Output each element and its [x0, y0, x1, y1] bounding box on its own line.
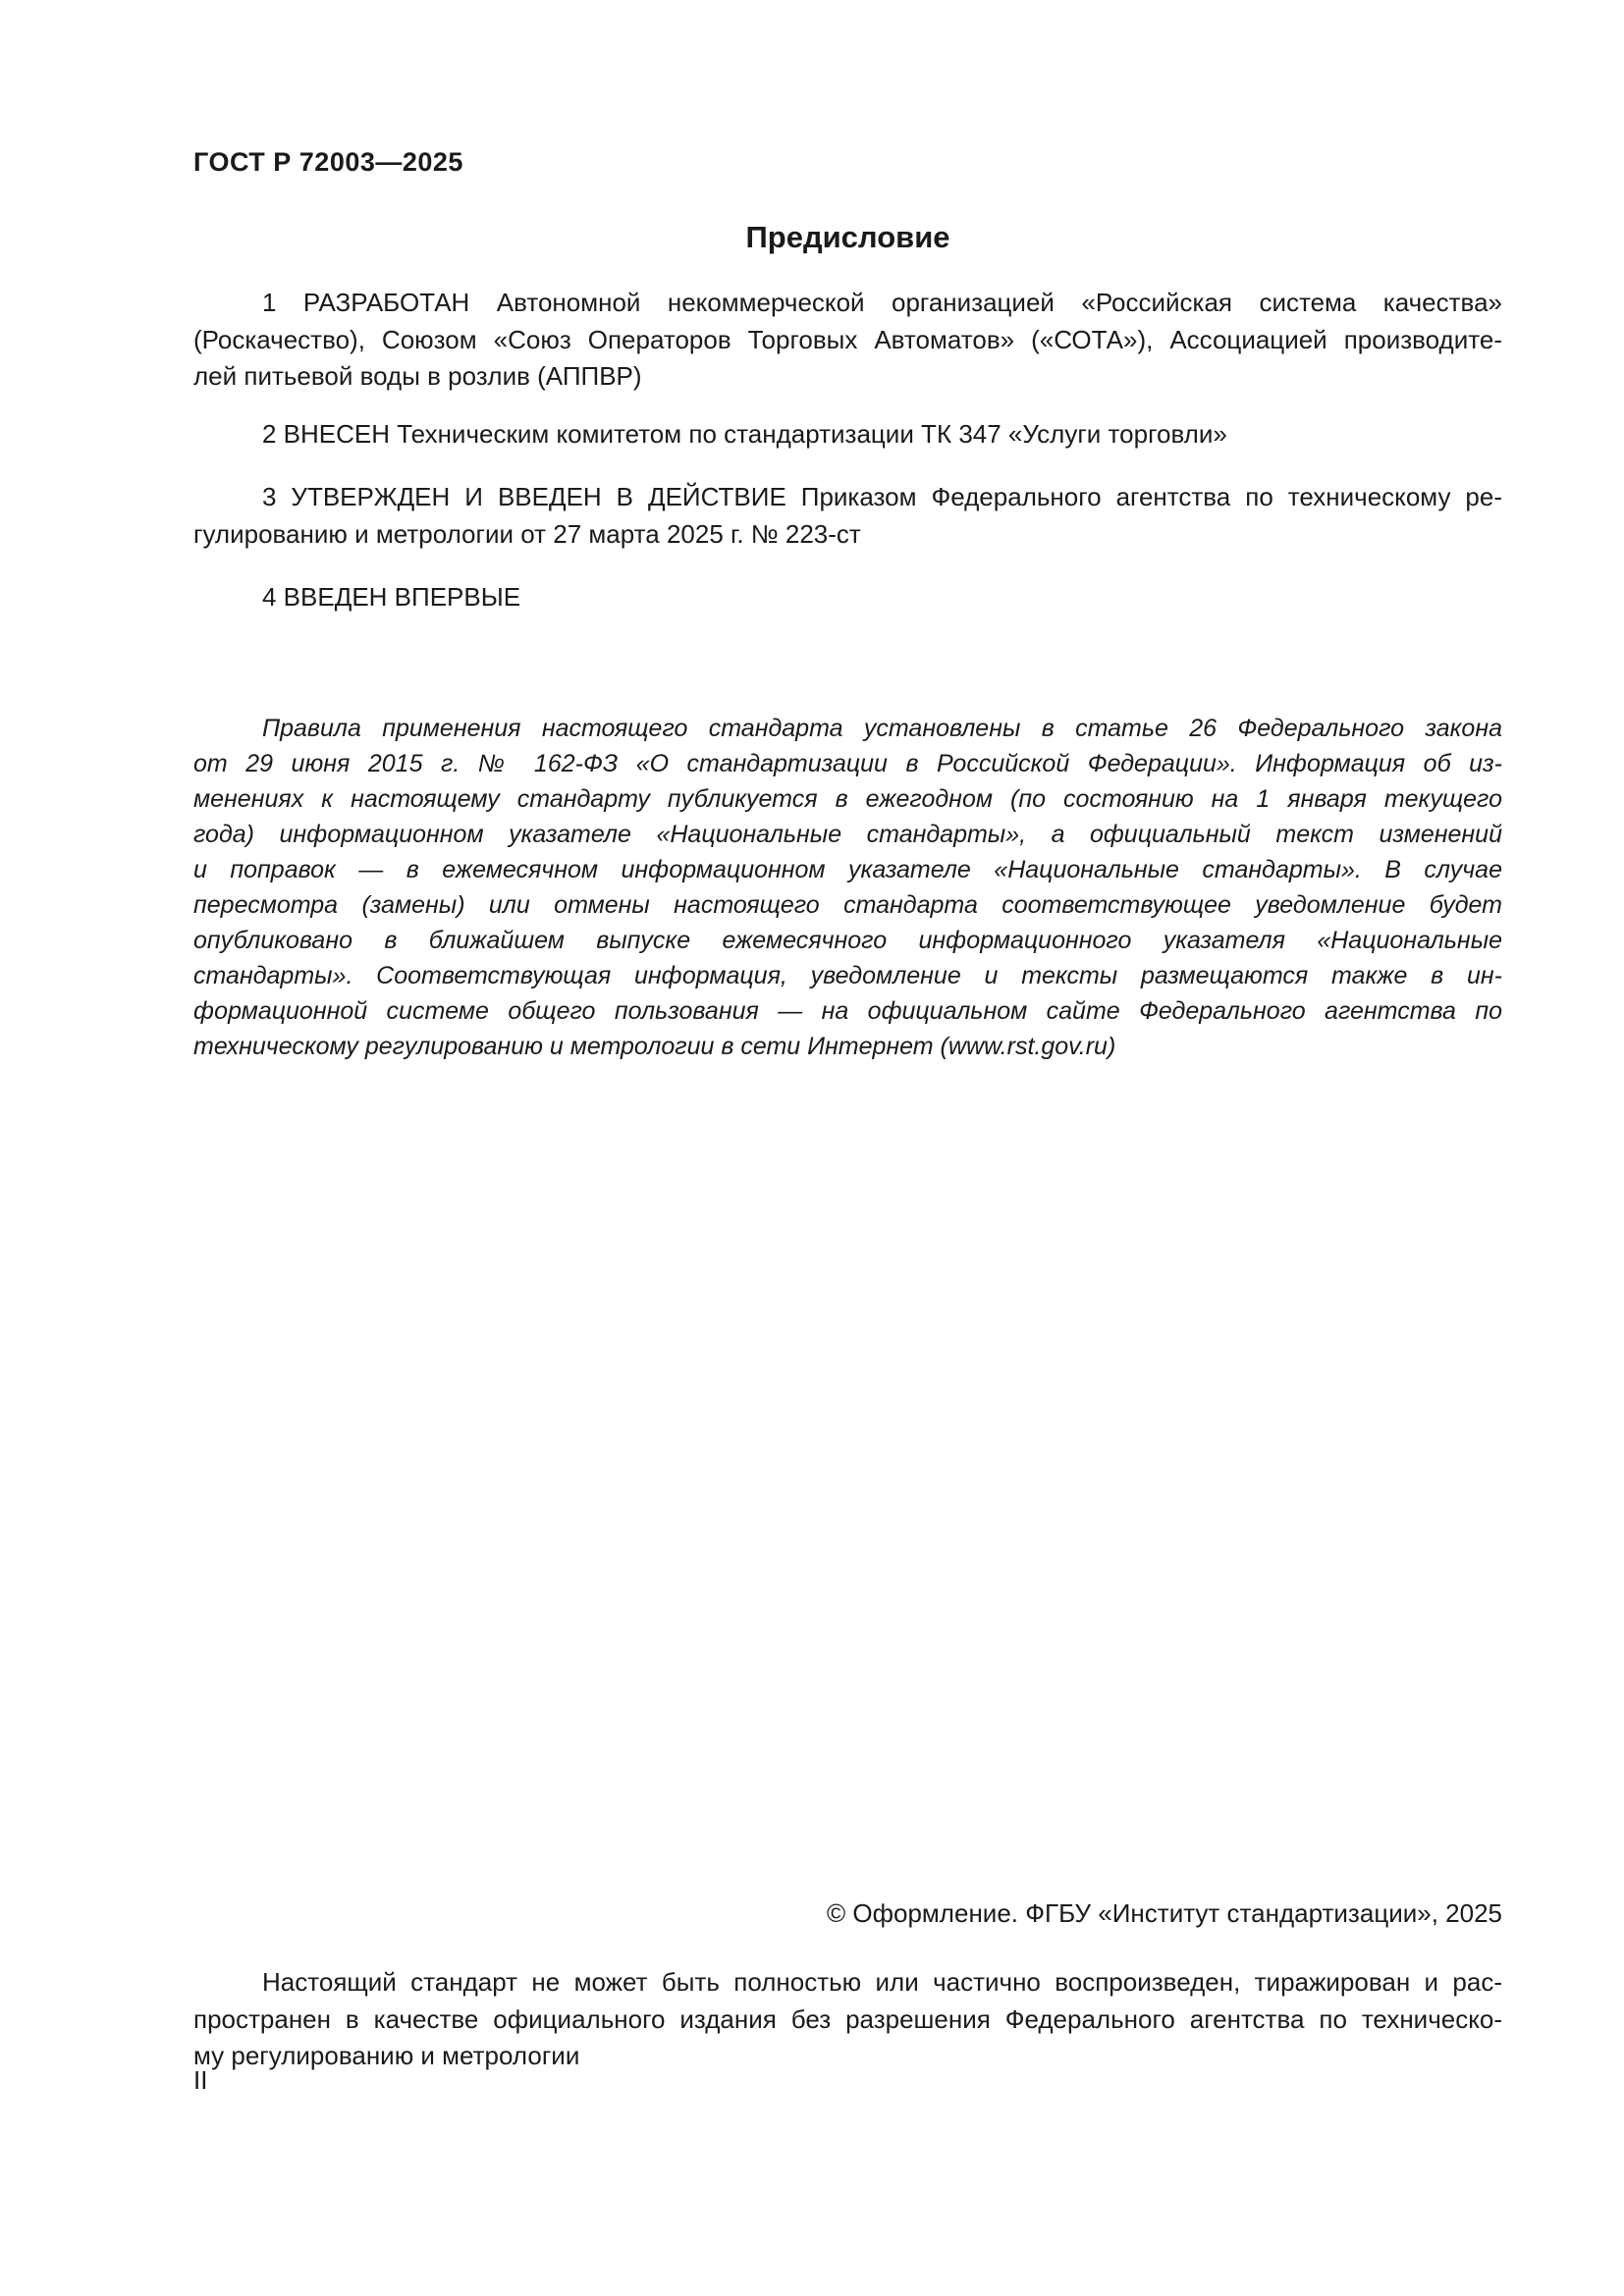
standard-designation: ГОСТ Р 72003—2025	[193, 147, 463, 177]
clause-3-approved	[193, 479, 1502, 553]
clause-4-first-edition	[193, 579, 1502, 616]
text-line: 1 РАЗРАБОТАН Автономной некоммерческой организацией «Российская система качества»	[262, 288, 1502, 317]
page-number: II	[193, 2065, 208, 2095]
legal-notice	[193, 711, 1502, 1064]
text-line: формационной системе общего пользования — на официальном сайте Федерального агентства по	[193, 997, 1502, 1025]
text-line: (Роскачество), Союзом «Союз Операторов Торговых Автоматов» («СОТА»), Ассоциацией производите-	[193, 324, 1502, 354]
text-line: 2 ВНЕСЕН Техническим комитетом по стандартизации ТК 347 «Услуги торговли»	[262, 419, 1227, 449]
text-line: пересмотра (замены) или отмены настоящего стандарта соответствующее уведомление будет	[193, 891, 1502, 919]
text-line: опубликовано в ближайшем выпуске ежемесячного информационного указателя «Национальные	[193, 927, 1502, 954]
text-line: лей питьевой воды в розлив (АППВР)	[193, 361, 642, 391]
reproduction-restriction	[193, 1964, 1502, 2075]
text-line: менениях к настоящему стандарту публикуется в ежегодном (по состоянию на 1 января текущего	[193, 785, 1502, 813]
copyright-notice: © Оформление. ФГБУ «Институт стандартизации», 2025	[827, 1898, 1502, 1928]
text-line: и поправок — в ежемесячном информационном указателе «Национальные стандарты». В случае	[193, 856, 1502, 883]
text-line: Настоящий стандарт не может быть полностью или частично воспроизведен, тиражирован и рас-	[262, 1967, 1502, 1997]
text-line: 3 УТВЕРЖДЕН И ВВЕДЕН В ДЕЙСТВИЕ Приказом Федерального агентства по техническому ре-	[262, 482, 1502, 511]
text-line: 4 ВВЕДЕН ВПЕРВЫЕ	[262, 582, 521, 612]
text-line: гулированию и метрологии от 27 марта 2025 г. № 223-ст	[193, 518, 861, 549]
text-line: года) информационном указателе «Национальные стандарты», а официальный текст изменений	[193, 821, 1502, 848]
text-line: Правила применения настоящего стандарта установлены в статье 26 Федерального закона	[262, 715, 1502, 742]
clause-2-submitted	[193, 416, 1502, 454]
text-line: пространен в качестве официального издания без разрешения Федерального агентства по техническо-	[193, 2003, 1502, 2034]
text-line: му регулированию и метрологии	[193, 2041, 580, 2070]
text-line: от 29 июня 2015 г. № 162-ФЗ «О стандартизации в Российской Федерации». Информация об из-	[193, 750, 1502, 777]
clause-1-developed	[193, 285, 1502, 396]
foreword-title: Предисловие	[745, 220, 950, 254]
text-line: техническому регулированию и метрологии в сети Интернет (www.rst.gov.ru)	[193, 1033, 1116, 1060]
text-line: стандарты». Соответствующая информация, уведомление и тексты размещаются также в ин-	[193, 962, 1502, 989]
